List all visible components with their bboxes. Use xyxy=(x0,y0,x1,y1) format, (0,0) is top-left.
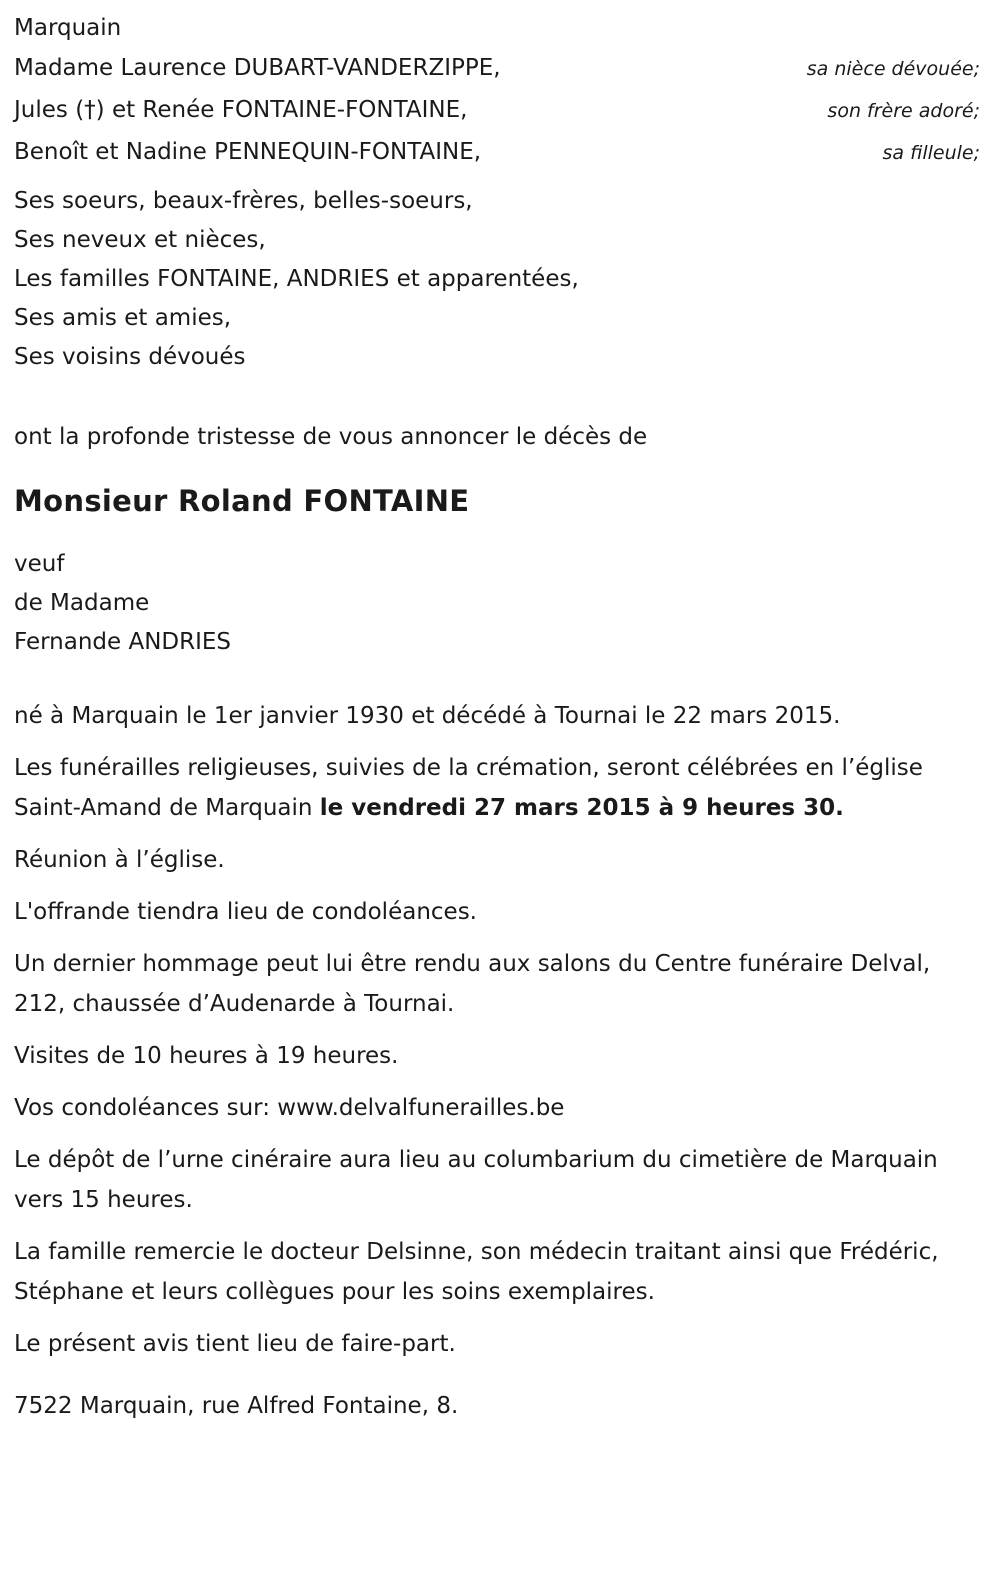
relative-row xyxy=(14,48,986,90)
relative-name: Madame Laurence DUBART-VANDERZIPPE, xyxy=(14,55,501,81)
notice-paragraph: Le dépôt de l’urne cinéraire aura lieu au columbarium du cimetière de Marquain vers 15 heures. xyxy=(14,1147,938,1213)
marital-status-block xyxy=(14,545,986,662)
relative-relation: son frère adoré; xyxy=(827,100,980,122)
spouse-name: Fernande ANDRIES xyxy=(14,629,232,655)
notice-paragraph: Un dernier hommage peut lui être rendu aux salons du Centre funéraire Delval, 212, chaussée d’Audenarde à Tournai. xyxy=(14,951,931,1017)
relative-row xyxy=(14,132,986,174)
other-relatives-list xyxy=(14,182,986,377)
family-address: 7522 Marquain, rue Alfred Fontaine, 8. xyxy=(14,1393,459,1419)
relative-relation: sa nièce dévouée; xyxy=(806,58,980,80)
birth-death-line: né à Marquain le 1er janvier 1930 et décédé à Tournai le 22 mars 2015. xyxy=(14,703,841,729)
funeral-details xyxy=(14,748,986,828)
list-item: Ses neveux et nièces, xyxy=(14,227,266,253)
notice-paragraph: La famille remercie le docteur Delsinne, son médecin traitant ainsi que Frédéric, Stéphane et leurs collègues pour les soins exemplaires. xyxy=(14,1239,939,1305)
notice-paragraph: L'offrande tiendra lieu de condoléances. xyxy=(14,899,477,925)
announcement-text: ont la profonde tristesse de vous annoncer le décès de xyxy=(14,424,648,450)
spouse-prefix: de Madame xyxy=(14,590,150,616)
relative-name: Jules (†) et Renée FONTAINE-FONTAINE, xyxy=(14,97,468,123)
notice-paragraph: Visites de 10 heures à 19 heures. xyxy=(14,1043,399,1069)
deceased-name: Monsieur Roland FONTAINE xyxy=(14,484,470,518)
condolences-website: Vos condoléances sur: www.delvalfunerailles.be xyxy=(14,1095,565,1121)
list-item: Ses voisins dévoués xyxy=(14,344,246,370)
marital-status-line: veuf xyxy=(14,551,65,577)
funeral-datetime: le vendredi 27 mars 2015 à 9 heures 30. xyxy=(319,795,844,821)
notice-paragraph: Le présent avis tient lieu de faire-part. xyxy=(14,1331,456,1357)
funeral-text-before: Les funérailles religieuses, suivies de la crémation, seront célébrées en l’église Saint-Amand de Marquain xyxy=(14,755,923,821)
relative-relation: sa filleule; xyxy=(882,142,980,164)
list-item: Ses soeurs, beaux-frères, belles-soeurs, xyxy=(14,188,473,214)
relative-name: Benoît et Nadine PENNEQUIN-FONTAINE, xyxy=(14,139,482,165)
locality: Marquain xyxy=(14,15,122,41)
list-item: Ses amis et amies, xyxy=(14,305,232,331)
relative-row xyxy=(14,90,986,132)
list-item: Les familles FONTAINE, ANDRIES et apparentées, xyxy=(14,266,579,292)
relatives-block xyxy=(14,8,986,174)
notice-paragraph: Réunion à l’église. xyxy=(14,847,225,873)
